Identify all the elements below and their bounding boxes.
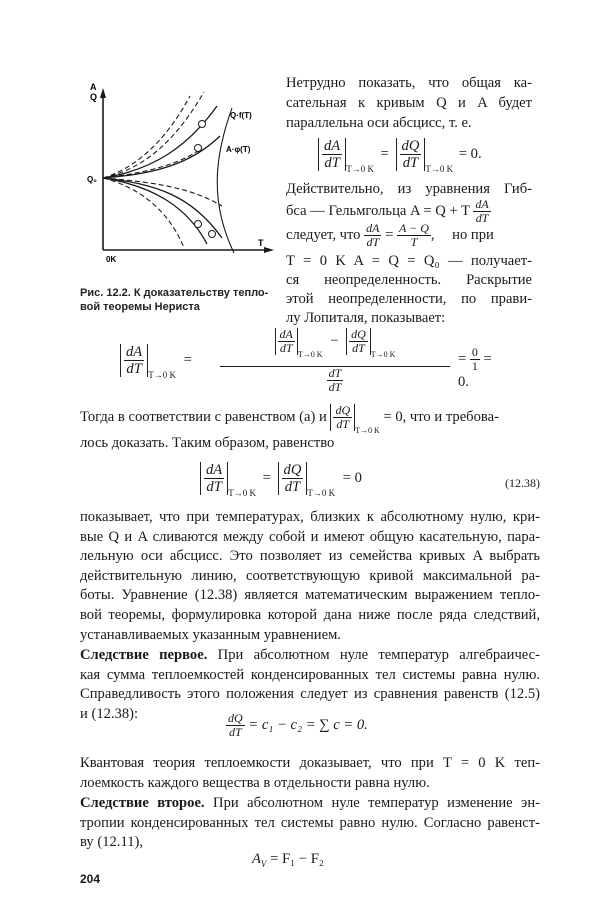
p2-line-3: лельную оси абсцисс. Это позволяет из семейства кривых A выбрать bbox=[80, 548, 540, 565]
p2-line-6: вой теоремы, формулировка которой дана ниже после ряда следствий, bbox=[80, 606, 540, 623]
x-axis-arrow bbox=[264, 247, 274, 253]
p2-line-5: боты. Уравнение (12.38) является математическим выражением тепло- bbox=[80, 587, 540, 604]
formula-lhopital: $\frac{dA}{dT}$ $_{T\to 0 K}$ = $\frac{dA}{dT}$ $_{T\to 0 K}$ − $\frac{dQ}{dT}$ $_{T\to 0 K}$ $\frac{dT}{dT}$ = $\frac{0}{1}$ = 0. bbox=[120, 328, 500, 398]
formula-tangent: $\frac{dA}{dT}$ $_{T\to 0 K}$ = $\frac{dQ}{dT}$ $_{T\to 0 K}$ = 0. bbox=[318, 138, 538, 174]
figure-caption bbox=[80, 286, 285, 314]
curve-a-label: A·φ(T) bbox=[226, 145, 251, 154]
right-col-line-5: бса — Гельмгольца A = Q + T $\frac{dA}{dT}$ bbox=[286, 197, 489, 225]
intersection-4 bbox=[209, 231, 216, 238]
right-col-line-9: этой неопределенности, по прави- bbox=[286, 291, 532, 307]
right-col-line-3: параллельна оси абсцисс, т. е. bbox=[286, 115, 472, 131]
p3-line-1: Следствие первое. При абсолютном нуле температур алгебраичес- bbox=[80, 647, 540, 663]
right-col-line-4: Действительно, из уравнения Гиб- bbox=[286, 181, 532, 197]
right-col-line-1: Нетрудно показать, что общая ка- bbox=[286, 75, 532, 91]
right-col-line-6: следует, что $\frac{dA}{dT}$ = $\frac{A - Q}{T}$ , но при bbox=[286, 221, 494, 249]
p5-line-3: ву (12.11), bbox=[80, 834, 143, 851]
right-col-line-7: T = 0 K A = Q = Q₀ — получает- bbox=[286, 253, 532, 269]
right-col-line-2: сательная к кривым Q и A будет bbox=[286, 95, 532, 111]
intersection-3 bbox=[195, 221, 202, 228]
p2-line-7: устанавливаемых указанным уравнением. bbox=[80, 626, 341, 643]
body-line-1: Тогда в соответствии с равенством (а) и $\frac{dQ}{dT}$ $_{T\to 0 K}$ = 0, что и требова- bbox=[80, 403, 499, 435]
formula-12-38: $\frac{dA}{dT}$ $_{T\to 0 K}$ = $\frac{dQ}{dT}$ $_{T\to 0 K}$ = 0 (12.38) bbox=[200, 462, 540, 502]
y-axis-arrow bbox=[100, 88, 106, 98]
equation-number: (12.38) bbox=[505, 476, 540, 490]
body-line-2: лось доказать. Таким образом, равенство bbox=[80, 435, 335, 451]
caption-line-1: Рис. 12.2. К доказательству тепло- bbox=[80, 287, 269, 299]
p4-line-1: Квантовая теория теплоемкости доказывает, что при T = 0 K теп- bbox=[80, 755, 540, 771]
p2-line-1: показывает, что при температурах, близких к абсолютному нулю, кри- bbox=[80, 509, 540, 525]
figure-12-2 bbox=[82, 78, 282, 278]
origin-label: 0K bbox=[106, 255, 117, 264]
paragraph-5 bbox=[80, 794, 540, 853]
axis-y-label-a: A bbox=[90, 82, 97, 92]
p5-line-1: Следствие второе. При абсолютном нуле температур изменение эн- bbox=[80, 795, 540, 811]
q0-label: Q₀ bbox=[87, 175, 97, 184]
intersection-1 bbox=[199, 121, 206, 128]
temperature-arc bbox=[217, 108, 234, 253]
curve-low-solid-1 bbox=[103, 178, 222, 238]
right-col-line-10: лу Лопиталя, показывает: bbox=[286, 310, 446, 326]
formula-entropy: $A_V = F_1 - F_2$ bbox=[252, 851, 324, 869]
heading-corollary-1: Следствие первое. bbox=[80, 647, 208, 663]
axis-x-label: T bbox=[258, 238, 264, 248]
p3-line-3: Справедливость этого положения следует из сравнения равенств (12.5) bbox=[80, 686, 540, 703]
curve-q-dashed-1 bbox=[103, 92, 204, 178]
paragraph-2 bbox=[80, 508, 540, 645]
curve-q-label: Q·f(T) bbox=[230, 111, 252, 120]
caption-line-2: вой теоремы Нериста bbox=[80, 301, 200, 313]
paragraph-4 bbox=[80, 754, 540, 793]
axis-y-label-q: Q bbox=[90, 92, 98, 102]
p5-line-2: тропии конденсированных тел системы равно нулю. Согласно равенст- bbox=[80, 814, 540, 831]
p2-line-4: действительную линию, соответствующую кривой максимальной ра- bbox=[80, 567, 540, 584]
curve-a-solid bbox=[103, 136, 220, 178]
page-number: 204 bbox=[80, 872, 101, 886]
intersection-2 bbox=[195, 145, 202, 152]
p3-line-4: и (12.38): bbox=[80, 705, 139, 722]
p4-line-2: лоемкость каждого вещества в отдельности равна нулю. bbox=[80, 774, 430, 791]
right-col-line-8: ся неопределенность. Раскрытие bbox=[286, 272, 532, 288]
p3-line-2: кая сумма теплоемкостей конденсированных тел системы равна нулю. bbox=[80, 666, 540, 683]
formula-heat-capacity: $\frac{dQ}{dT}$ = c₁ − c₂ = ∑ c = 0. bbox=[228, 711, 368, 739]
p2-line-2: вые Q и A сливаются между собой и имеют общую касательную, пара- bbox=[80, 528, 540, 545]
heading-corollary-2: Следствие второе. bbox=[80, 795, 205, 811]
